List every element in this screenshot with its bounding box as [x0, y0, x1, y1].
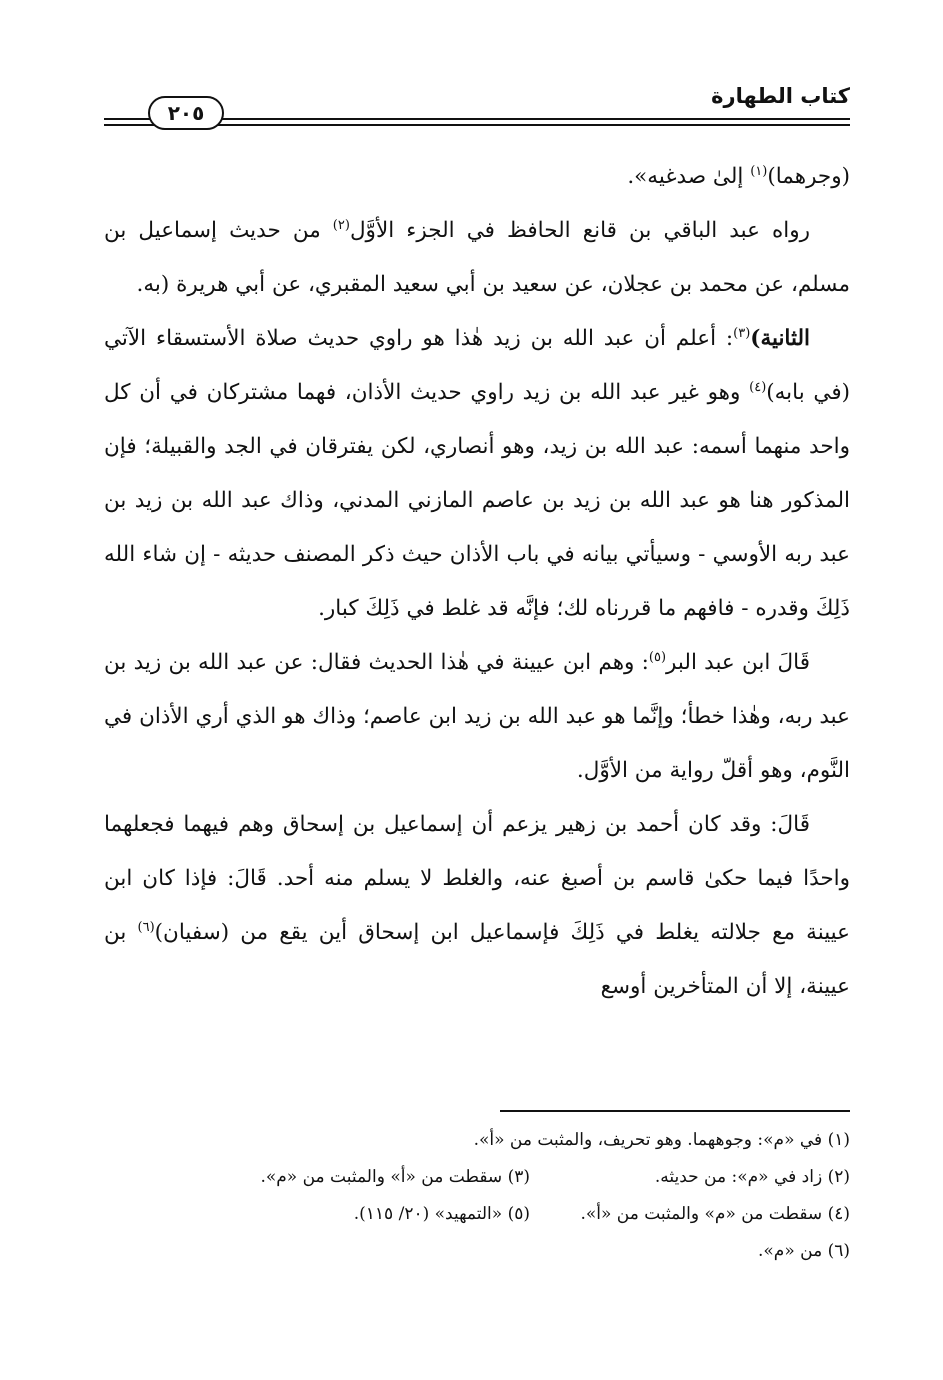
footnote-2: (٢) زاد في «م»: من حديثه.	[654, 1167, 850, 1187]
page-header	[104, 82, 850, 132]
footnote-ref-6: (٦)	[137, 919, 155, 935]
section-label: الثانية)	[750, 326, 810, 351]
main-text	[104, 150, 850, 1014]
footnote-separator	[500, 1110, 850, 1112]
footnote-ref-1: (١)	[750, 163, 768, 179]
footnote-ref-4: (٤)	[749, 379, 767, 395]
footnote-ref-2: (٢)	[332, 217, 350, 233]
footnotes	[104, 1122, 850, 1270]
footnote-3: (٣) سقطت من «أ» والمثبت من «م».	[260, 1167, 530, 1187]
footnote-row-4	[104, 1233, 850, 1270]
paragraph-1: (وجرهما)$^{(١)}$ إلىٰ صدغيه».	[627, 163, 850, 189]
footnote-1: (١) في «م»: وجوههما. وهو تحريف، والمثبت من «أ».	[473, 1130, 850, 1150]
footnote-row-2	[104, 1159, 850, 1196]
footnote-6: (٦) من «م».	[758, 1241, 850, 1261]
paragraph-5: قَالَ: وقد كان أحمد بن زهير يزعم أن إسماعيل بن إسحاق وهم فيهما فجعلهما واحدًا فيما حكىٰ قاسم بن أصبغ عنه، والغلط لا يسلم منه أحد. قَالَ: فإذا كان ابن عيينة مع جلالته يغلط في ذَلِكَ فإسماعيل ابن إسحاق أين يقع من (سفيان)$^{(٦)}$ بن عيينة، إلا أن المتأخرين أوسع	[104, 812, 850, 999]
footnote-ref-5: (٥)	[648, 649, 667, 665]
paragraph-2: رواه عبد الباقي بن قانع الحافظ في الجزء الأوَّل$^{(٢)}$ من حديث إسماعيل بن مسلم، عن محمد بن عجلان، عن سعيد بن أبي سعيد المقبري، عن أبي هريرة (به.	[104, 217, 850, 297]
footnote-5: (٥) «التمهيد» (٢٠/ ١١٥).	[353, 1204, 530, 1224]
paragraph-3: الثانية)$^{(٣)}$: أعلم أن عبد الله بن زيد هٰذا هو راوي حديث صلاة الأستسقاء الآتي (في بابه)$^{(٤)}$ وهو غير عبد الله بن زيد راوي حديث الأذان، فهما مشتركان في أن كل واحد منهما أسمه: عبد الله بن زيد، وهو أنصاري، لكن يفترقان في الجد والقبيلة؛ فإن المذكور هنا هو عبد الله بن زيد بن عاصم المازني المدني، وذاك عبد الله بن زيد بن عبد ربه الأوسي - وسيأتي بيانه في باب الأذان حيث ذكر المصنف حديثه - إن شاء الله ذَلِكَ وقدره - فافهم ما قررناه لك؛ فإنَّه قد غلط في ذَلِكَ كبار.	[104, 325, 850, 621]
footnote-row-1	[104, 1122, 850, 1159]
footnote-ref-3: (٣)	[733, 325, 751, 341]
book-title: كتاب الطهارة	[711, 84, 850, 108]
page-number: ٢٠٥	[148, 96, 224, 130]
paragraph-4: قَالَ ابن عبد البر$^{(٥)}$: وهم ابن عيينة في هٰذا الحديث فقال: عن عبد الله بن زيد بن عبد ربه، وهٰذا خطأ؛ وإنَّما هو عبد الله بن زيد ابن عاصم؛ وذاك هو الذي أري الأذان في النَّوم، وهو أقلّ رواية من الأوَّل.	[104, 649, 850, 783]
footnote-4: (٤) سقطت من «م» والمثبت من «أ».	[580, 1204, 850, 1224]
footnote-row-3	[104, 1196, 850, 1233]
